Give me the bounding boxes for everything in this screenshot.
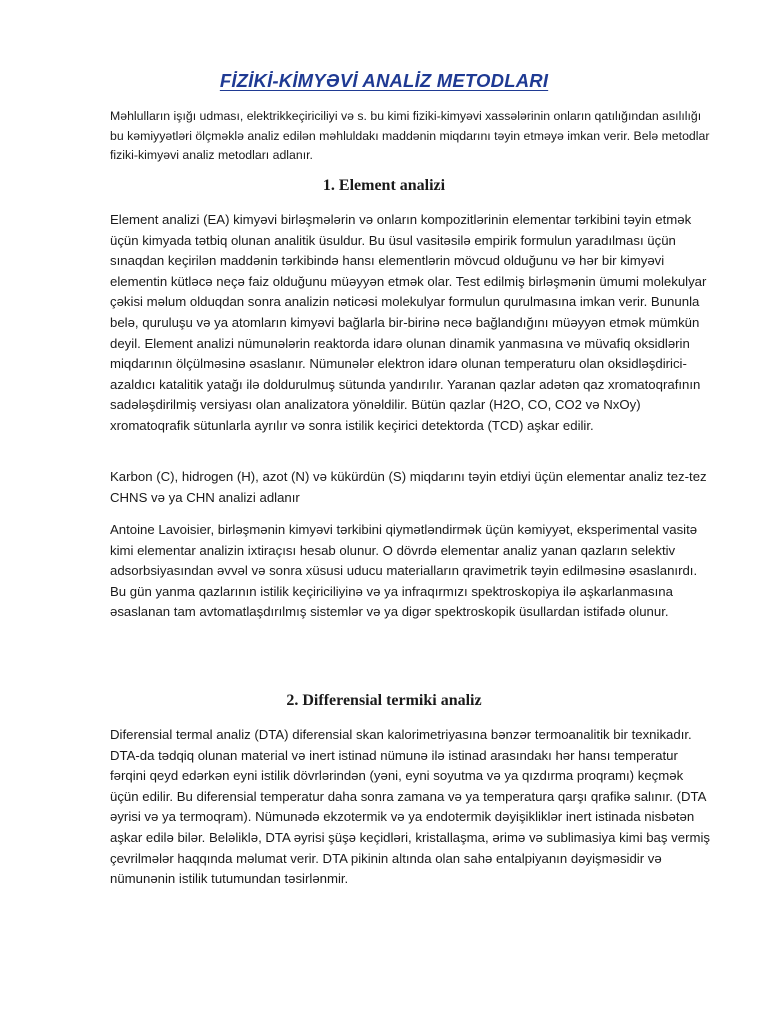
intro-paragraph: Məhlulların işığı udması, elektrikkeçiriciliyi və s. bu kimi fiziki-kimyəvi xassələrinin onların qatılığından asılılığı bu kəmiyyətləri ölçməklə analiz edilən məhluldakı maddənin miqdarını təyin etməyə imkan verir. Belə metodlar fiziki-kimyəvi analiz metodları adlanır. — [110, 109, 710, 162]
document-title: FİZİKİ-KİMYƏVİ ANALİZ METODLARI — [219, 70, 549, 91]
dta-paragraph-1: Diferensial termal analiz (DTA) diferensial skan kalorimetriyasına bənzər termoanalitik bir texnikadır. DTA-da tədqiq olunan material və inert istinad nümunə ilə istinad arasındakı hər hansı temperatur fərqini qeyd edərkən eyni istilik dövrlərindən (yəni, eyni soyutma və ya qızdırma proqramı) keçmək üçün edilir. Bu diferensial temperatur daha sonra zamana və ya temperatura qarşı qrafikə salınır. (DTA əyrisi və ya termoqram). Nümunədə ekzotermik və ya endotermik dəyişikliklər inert istinada nisbətən aşkar edilə bilər. Beləliklə, DTA əyrisi şüşə keçidləri, kristallaşma, ərimə və sublimasiya kimi baş vermiş çevrilmələr haqqında məlumat verir. DTA pikinin altında olan sahə entalpiyanın dəyişməsidir və nümunənin istilik tutumundan təsirlənmir. — [110, 727, 710, 887]
element-analysis-paragraph-3: Antoine Lavoisier, birləşmənin kimyəvi tərkibini qiymətləndirmək üçün kəmiyyət, eksperimental vasitə kimi elementar analizin ixtiraçısı hesab olunur. O dövrdə elementar analiz yanan qazların selektiv adsorbsiyasından əvvəl və sonra xüsusi uducu materialların qravimetrik təyin edilməsinə əsaslanırdı. Bu gün yanma qazlarının istilik keçiriciliyinə və ya infraqırmızı spektroskopiya ilə aşkarlanmasına əsaslanan tam avtomatlaşdırılmış sistemlər və ya digər spektroskopik üsullardan istifadə olunur. — [110, 522, 698, 620]
element-analysis-paragraph-1: Element analizi (EA) kimyəvi birləşmələrin və onların kompozitlərinin elementar tərkibini təyin etmək üçün kimyada tətbiq olunan analitik üsuldur. Bu üsul vasitəsilə empirik formulun yaradılması üçün sınaqdan keçirilən maddənin tərkibində hansı elementlərin mövcud olduğunu və hər bir kimyəvi elementin kütləcə neçə faiz olduğunu müəyyən etmək olar. Test edilmiş birləşmənin ümumi molekulyar çəkisi məlum olduqdan sonra analizin nəticəsi molekulyar formulun qurulmasına imkan verir. Bununla belə, quruluşu və ya atomların kimyəvi bağlarla bir-birinə necə bağlandığını müəyyən etmək mümkün deyil. Element analizi nümunələrin reaktorda idarə olunan dinamik yanmasına və müvafiq oksidlərin miqdarının ölçülməsinə əsaslanır. Nümunələr elektron idarə olunan temperaturu olan oksidləşdirici-azaldıcı katalitik yatağı ilə doldurulmuş sütunda yandırılır. Yaranan qazlar adətən qaz xromatoqrafının sadələşdirilmiş versiyası olan analizatora yönəldilir. Bütün qazlar (H2O, CO, CO2 və NxOy) xromatoqrafik sütunlarla ayrılır və sonra istilik keçirici detektorda (TCD) aşkar edilir. — [110, 212, 707, 433]
section-heading-element-analysis: 1. Element analizi — [322, 177, 446, 194]
section-heading-differential-thermal-analysis: 2. Differensial termiki analiz — [286, 692, 482, 709]
element-analysis-paragraph-2: Karbon (C), hidrogen (H), azot (N) və kükürdün (S) miqdarını təyin etdiyi üçün elementar analiz tez-tez CHNS və ya CHN analizi adlanır — [110, 469, 707, 505]
